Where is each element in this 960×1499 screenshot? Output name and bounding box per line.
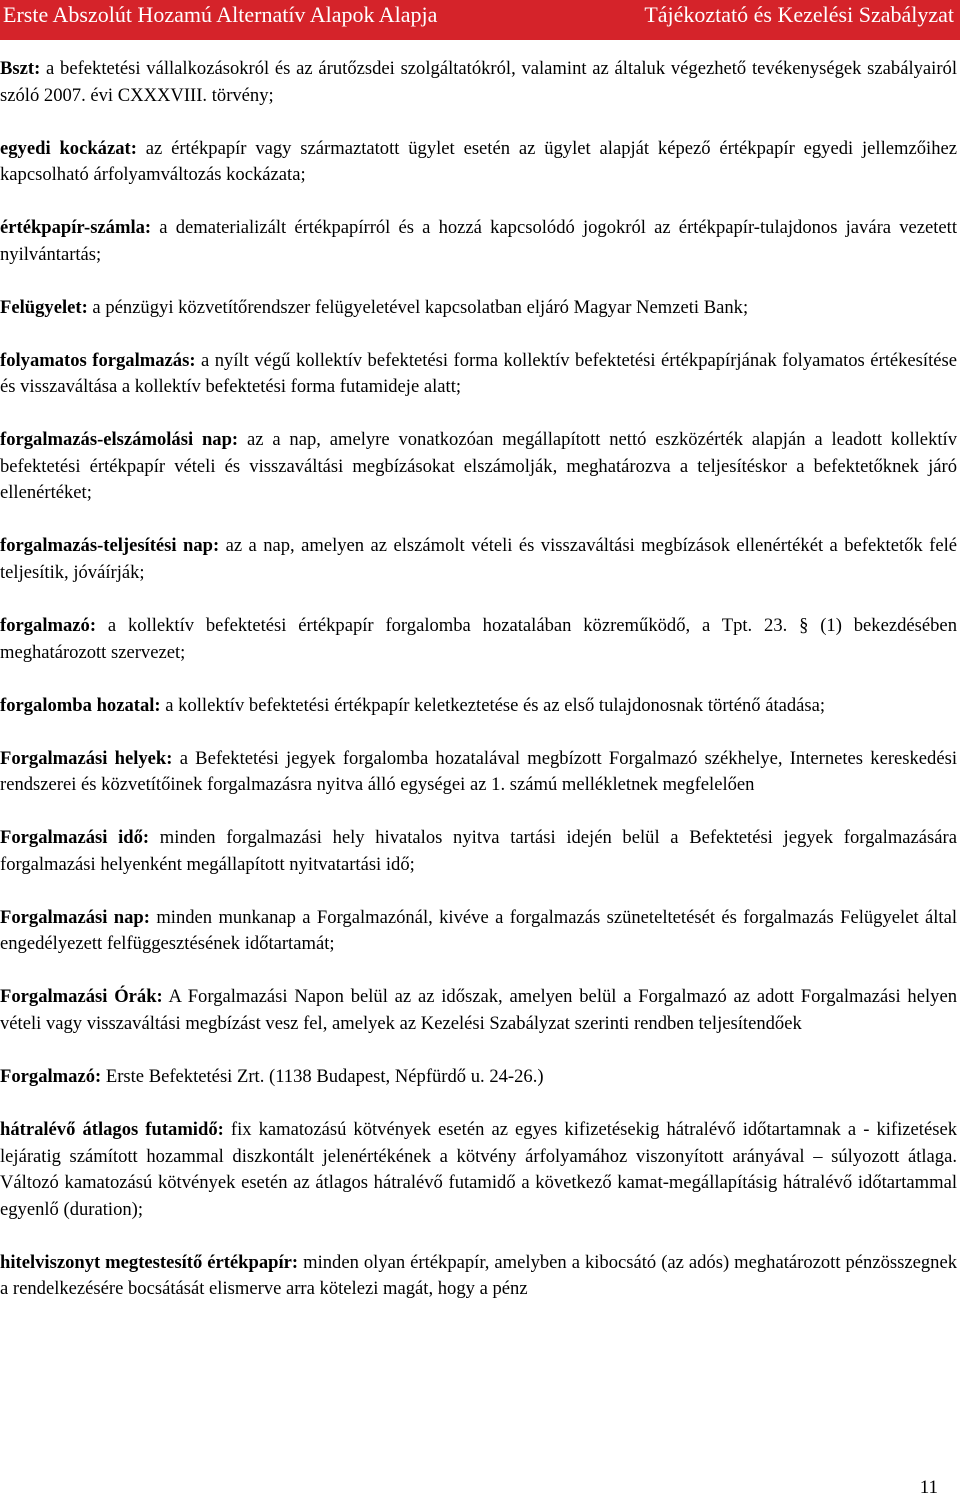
document-section-title: Tájékoztató és Kezelési Szabályzat (644, 2, 954, 27)
definition-entry (0, 427, 957, 507)
definition-entry (0, 613, 957, 666)
definition-term: forgalmazás-teljesítési nap: (0, 535, 220, 557)
definition-term: Felügyelet: (0, 296, 88, 318)
definition-text: minden forgalmazási hely hivatalos nyitva tartási idején belül a Befektetési jegyek forgalmazására forgalmazási helyenként megállapított nyitvatartási idő; (0, 827, 957, 875)
page-number: 11 (919, 1477, 938, 1498)
document-title: Erste Abszolút Hozamú Alternatív Alapok Alapja (3, 2, 438, 27)
definition-text: a Befektetési jegyek forgalomba hozatalával megbízott Forgalmazó székhelye, Internetes kereskedési rendszerei és közvetítőinek forgalmazásra nyitva álló egységei az 1. számú mellékletnek megfelelően (0, 747, 957, 796)
definition-text: a kollektív befektetési értékpapír keletkeztetése és az első tulajdonosnak történő átadása; (160, 694, 826, 716)
definition-term: Forgalmazó: (0, 1065, 102, 1087)
definition-term: forgalmazás-elszámolási nap: (0, 429, 239, 451)
definition-entry (0, 533, 957, 586)
page-header (0, 0, 960, 40)
definition-text: a befektetési vállalkozásokról és az árutőzsdei szolgáltatókról, valamint az általuk végezhető tevékenységek szabályairól szóló 2007. évi CXXXVIII. törvény; (0, 58, 957, 106)
definition-term: Bszt: (0, 58, 41, 79)
definition-entry (0, 295, 957, 322)
definition-entry (0, 905, 957, 958)
definition-text: minden olyan értékpapír, amelyben a kibocsátó (az adós) meghatározott pénzösszegnek a rendelkezésére bocsátását elismerve arra kötelezi magát, hogy a pénz (0, 1251, 958, 1300)
definition-text: a kollektív befektetési értékpapír forgalomba hozatalában közreműködő, a Tpt. 23. § (1) bekezdésében meghatározott szervezet; (0, 615, 957, 663)
definition-entry (0, 136, 957, 189)
definition-term: forgalmazó: (0, 615, 97, 637)
definition-entry (0, 746, 957, 799)
definition-term: Forgalmazási Órák: (0, 986, 163, 1008)
definition-text: a pénzügyi közvetítőrendszer felügyeletével kapcsolatban eljáró Magyar Nemzeti Bank; (87, 296, 749, 318)
definition-text: minden munkanap a Forgalmazónál, kivéve a forgalmazás szüneteltetését és forgalmazás Felügyelet által engedélyezett felfüggesztésének időtartamát; (0, 906, 957, 955)
definition-term: folyamatos forgalmazás: (0, 349, 196, 371)
definition-term: Forgalmazási idő: (0, 827, 150, 849)
definition-entry (0, 56, 957, 109)
definition-term: forgalomba hozatal: (0, 694, 161, 716)
definition-entry (0, 825, 957, 878)
definition-term: Forgalmazási helyek: (0, 747, 173, 769)
definition-term: hitelviszonyt megtestesítő értékpapír: (0, 1251, 299, 1273)
definition-text: a dematerializált értékpapírról és a hozzá kapcsolódó jogokról az értékpapír-tulajdonos javára vezetett nyilvántartás; (0, 217, 957, 265)
definition-term: értékpapír-számla: (0, 217, 152, 239)
definition-entry (0, 693, 957, 720)
definition-term: egyedi kockázat: (0, 137, 137, 159)
definition-term: Forgalmazási nap: (0, 906, 150, 928)
definition-entry (0, 1064, 957, 1091)
definition-term: hátralévő átlagos futamidő: (0, 1118, 224, 1140)
definition-text: fix kamatozású kötvények esetén az egyes kifizetésekig hátralévő időtartamnak a - kifizetések lejáratig számított hozammal diszkontált jelenértékének a kötvény árfolyamához viszonyított arányával – súlyozott átlaga. Változó kamatozású kötvények esetén az átlagos hátralévő futamidő a következő kamat-megállapításig hátralévő időtartammal egyenlő (duration); (0, 1118, 957, 1220)
definition-text: az a nap, amelyen az elszámolt vételi és visszaváltási megbízások ellenértékét a befektetők felé teljesítik, jóváírják; (0, 535, 957, 584)
definition-text: a nyílt végű kollektív befektetési forma kollektív befektetési értékpapírjának folyamatos értékesítése és visszaváltása a kollektív befektetési forma futamideje alatt; (0, 349, 957, 398)
definition-entry (0, 984, 957, 1037)
definition-text: az a nap, amelyre vonatkozóan megállapított nettó eszközérték alapján a leadott kollektív befektetési értékpapír vételi és visszaváltási megbízásokat elszámolják, meghatározva a teljesítéskor a befektetőknek járó ellenértéket; (0, 429, 957, 504)
definitions-list (0, 56, 957, 1329)
definition-text: A Forgalmazási Napon belül az az időszak, amelyen belül a Forgalmazó az adott Forgalmazási helyen vételi vagy visszaváltási megbízást vesz fel, amelyek az Kezelési Szabályzat szerinti rendben teljesítendőek (0, 986, 957, 1034)
definition-text: az értékpapír vagy származtatott ügylet esetén az ügylet alapját képező értékpapír egyedi jellemzőihez kapcsolható árfolyamváltozás kockázata; (0, 137, 958, 186)
definition-entry (0, 215, 957, 268)
definition-entry (0, 1250, 957, 1303)
definition-text: Erste Befektetési Zrt. (1138 Budapest, Népfürdő u. 24-26.) (101, 1065, 544, 1087)
definition-entry (0, 1117, 957, 1223)
definition-entry (0, 348, 957, 401)
